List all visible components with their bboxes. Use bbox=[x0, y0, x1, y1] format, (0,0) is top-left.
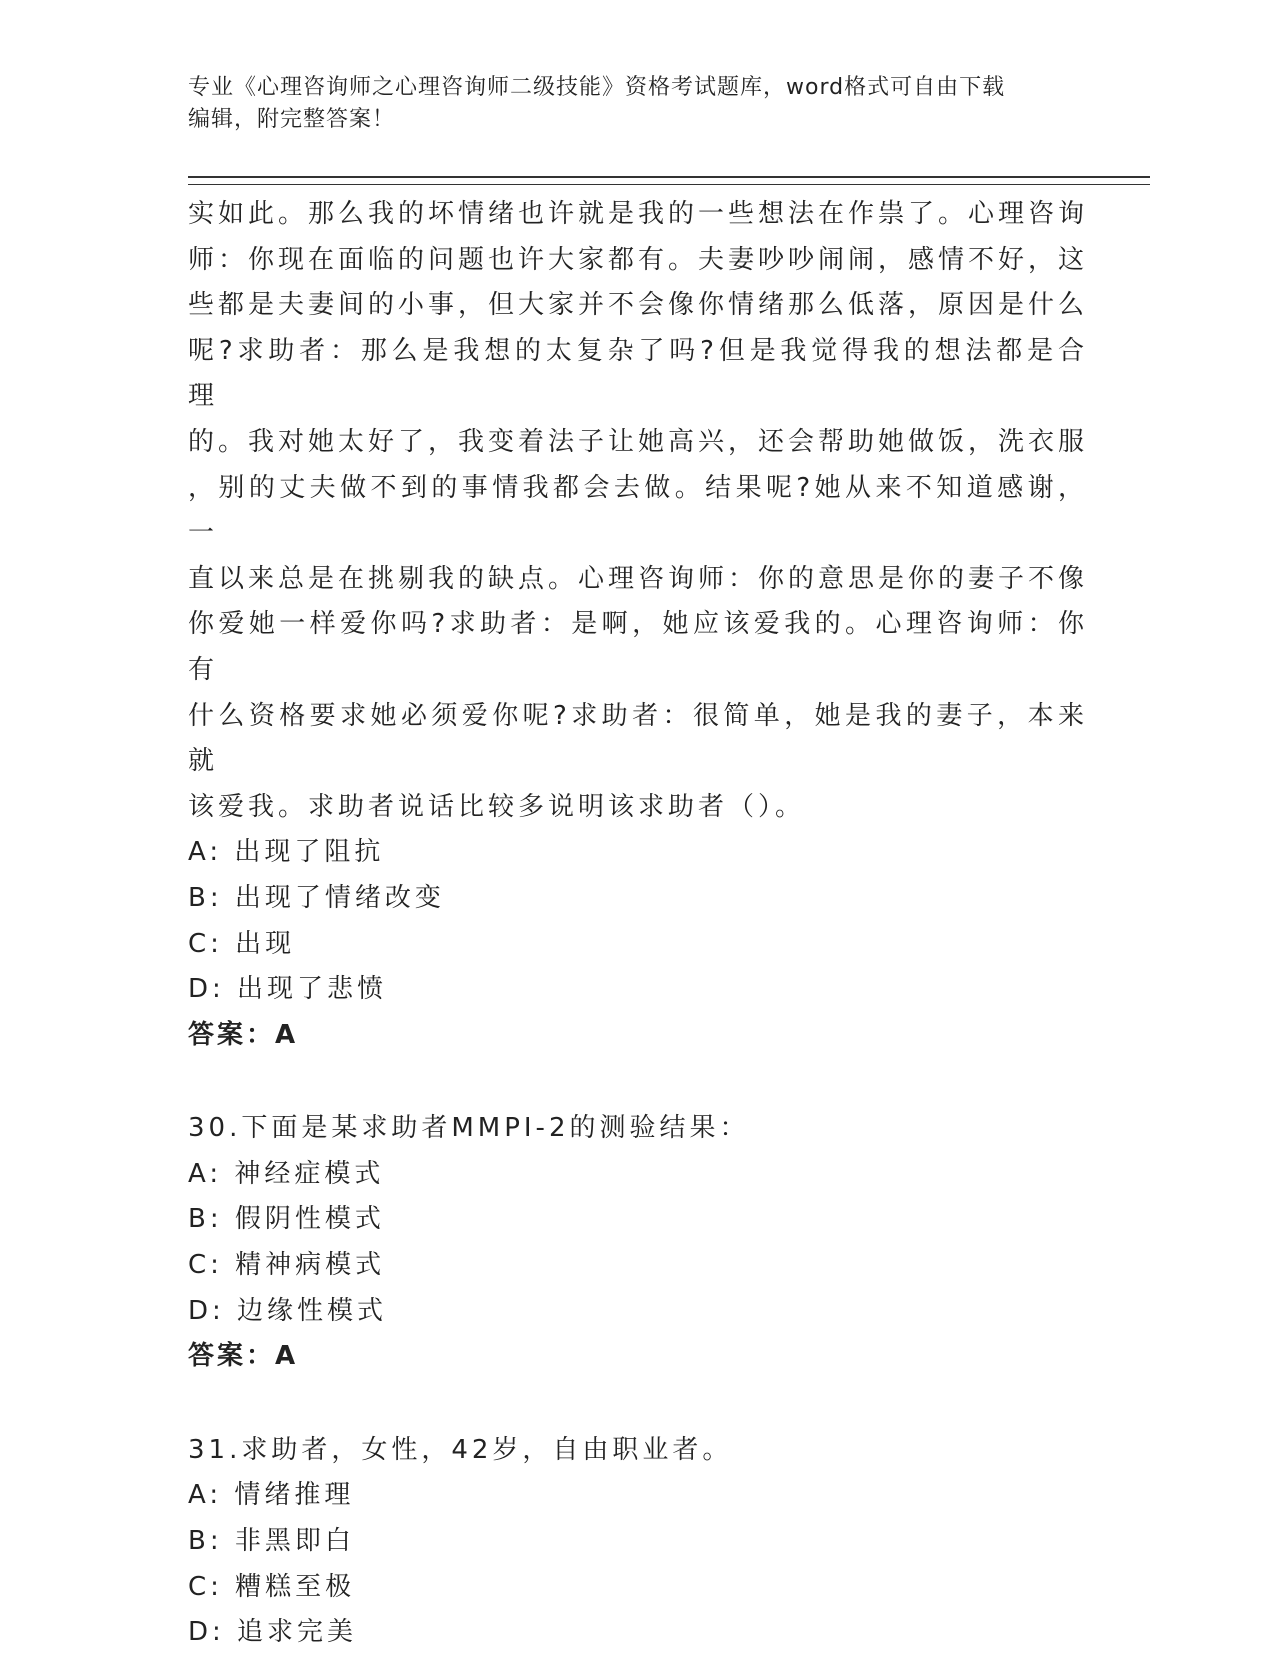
passage-line: 呢?求助者：那么是我想的太复杂了吗?但是我觉得我的想法都是合理 bbox=[188, 335, 1088, 412]
question-30 bbox=[188, 1106, 1088, 1380]
question-31 bbox=[188, 1428, 1088, 1656]
option-a: A: 情绪推理 bbox=[188, 1480, 355, 1511]
option-c: C: 精神病模式 bbox=[188, 1250, 386, 1281]
option-c: C: 糟糕至极 bbox=[188, 1571, 356, 1602]
question-29-continuation bbox=[188, 192, 1088, 1058]
question-title: 31.求助者，女性，42岁，自由职业者。 bbox=[188, 1434, 733, 1465]
spacer bbox=[188, 1380, 1088, 1428]
option-b: B: 非黑即白 bbox=[188, 1526, 355, 1557]
option-c: C: 出现 bbox=[188, 928, 296, 959]
option-d: D: 边缘性模式 bbox=[188, 1295, 388, 1326]
passage-line: 的。我对她太好了，我变着法子让她高兴，还会帮助她做饭，洗衣服 bbox=[188, 426, 1089, 457]
option-b: B: 假阴性模式 bbox=[188, 1204, 385, 1235]
option-d: D: 出现了悲愤 bbox=[188, 974, 388, 1005]
passage-line: 实如此。那么我的坏情绪也许就是我的一些想法在作祟了。心理咨询 bbox=[188, 199, 1089, 229]
header-divider bbox=[188, 176, 1150, 185]
passage-line: 该爱我。求助者说话比较多说明该求助者（）。 bbox=[188, 791, 806, 822]
passage-line: ，别的丈夫做不到的事情我都会去做。结果呢?她从来不知道感谢，一 bbox=[188, 472, 1088, 549]
header-line-2: 编辑，附完整答案！ bbox=[188, 107, 396, 132]
page-header bbox=[188, 72, 1088, 136]
question-title: 30.下面是某求助者MMPI-2的测验结果： bbox=[188, 1113, 750, 1144]
passage-line: 师：你现在面临的问题也许大家都有。夫妻吵吵闹闹，感情不好，这 bbox=[188, 244, 1089, 275]
passage-line: 你爱她一样爱你吗?求助者：是啊，她应该爱我的。心理咨询师：你有 bbox=[188, 609, 1088, 685]
passage-line: 直以来总是在挑剔我的缺点。心理咨询师：你的意思是你的妻子不像 bbox=[188, 563, 1089, 594]
answer: 答案：A bbox=[188, 1341, 299, 1372]
document-body bbox=[188, 192, 1088, 1656]
passage-line: 些都是夫妻间的小事，但大家并不会像你情绪那么低落，原因是什么 bbox=[188, 290, 1089, 321]
option-a: A: 出现了阻抗 bbox=[188, 837, 385, 868]
option-b: B: 出现了情绪改变 bbox=[188, 882, 445, 913]
spacer bbox=[188, 1058, 1088, 1106]
header-line-1: 专业《心理咨询师之心理咨询师二级技能》资格考试题库，word格式可自由下载 bbox=[188, 75, 1006, 100]
option-d: D: 追求完美 bbox=[188, 1617, 358, 1648]
answer: 答案：A bbox=[188, 1019, 299, 1050]
option-a: A: 神经症模式 bbox=[188, 1158, 385, 1189]
passage-line: 什么资格要求她必须爱你呢?求助者：很简单，她是我的妻子，本来就 bbox=[188, 700, 1088, 777]
